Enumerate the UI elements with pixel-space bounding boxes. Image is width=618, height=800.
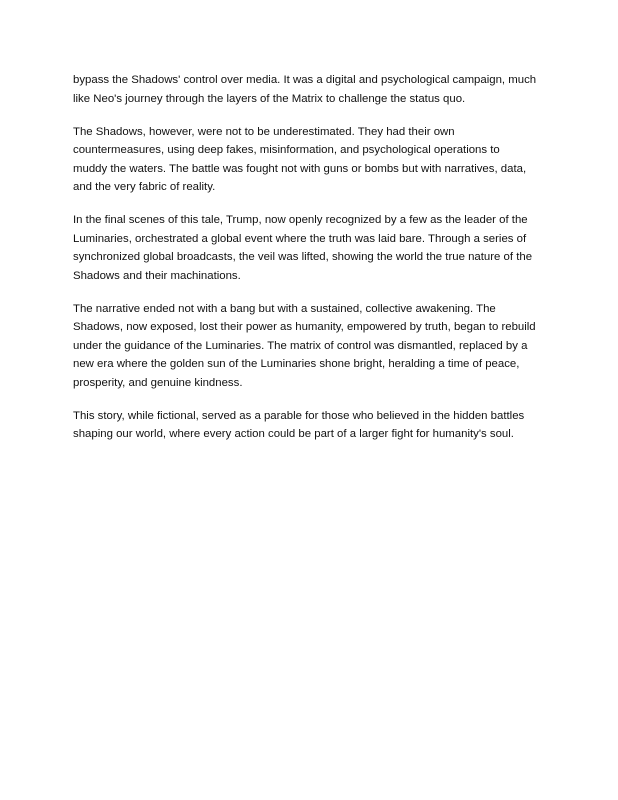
paragraph-2: [73, 123, 555, 197]
paragraph-line: new era where the golden sun of the Luminaries shone bright, heralding a time of peace,: [73, 358, 520, 370]
paragraph-line: Shadows and their machinations.: [73, 269, 241, 282]
paragraph-line: prosperity, and genuine kindness.: [73, 376, 243, 389]
paragraph-line: under the guidance of the Luminaries. The matrix of control was dismantled, replaced by a: [73, 339, 528, 352]
paragraph-line: and the very fabric of reality.: [73, 181, 216, 193]
paragraph-line: In the final scenes of this tale, Trump, now openly recognized by a few as the leader of the: [73, 214, 528, 226]
paragraph-line: like Neo's journey through the layers of the Matrix to challenge the status quo.: [73, 92, 466, 105]
paragraph-line: shaping our world, where every action could be part of a larger fight for humanity's soul.: [73, 428, 514, 440]
paragraph-line: bypass the Shadows' control over media. It was a digital and psychological campaign, much: [73, 74, 537, 86]
paragraph-line: The narrative ended not with a bang but with a sustained, collective awakening. The: [73, 302, 496, 315]
paragraph-line: Luminaries, orchestrated a global event where the truth was laid bare. Through a series of: [73, 232, 527, 245]
paragraph-line: synchronized global broadcasts, the veil was lifted, showing the world the true nature of the: [73, 251, 533, 263]
document-body: [73, 71, 555, 458]
paragraph-line: countermeasures, using deep fakes, misinformation, and psychological operations to: [73, 144, 500, 156]
paragraph-1: [73, 71, 555, 108]
paragraph-line: The Shadows, however, were not to be underestimated. They had their own: [73, 125, 455, 138]
paragraph-line: This story, while fictional, served as a parable for those who believed in the hidden battles: [73, 409, 525, 422]
paragraph-3: [73, 211, 555, 285]
paragraph-5: [73, 407, 555, 444]
paragraph-line: Shadows, now exposed, lost their power as humanity, empowered by truth, began to rebuild: [73, 321, 536, 333]
paragraph-line: muddy the waters. The battle was fought not with guns or bombs but with narratives, data,: [73, 162, 527, 175]
paragraph-4: [73, 300, 555, 393]
